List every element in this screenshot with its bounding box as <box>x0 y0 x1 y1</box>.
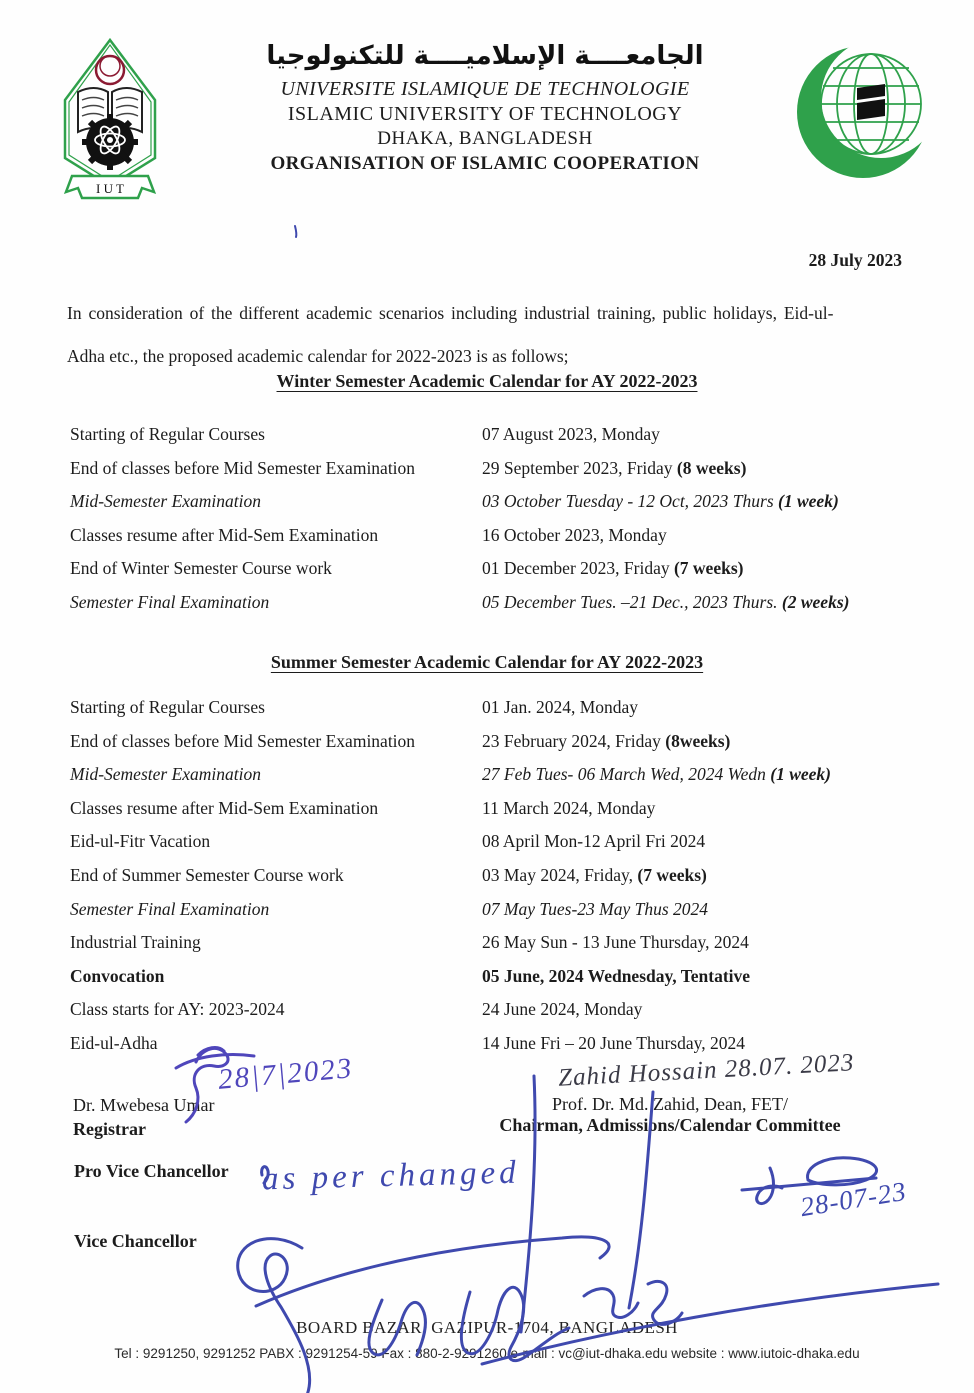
chairman-signature-block <box>455 1094 885 1136</box>
registrar-name: Dr. Mwebesa Umar <box>73 1095 215 1115</box>
table-row: Semester Final Examination 05 December Tues. –21 Dec., 2023 Thurs. (2 weeks) <box>70 591 850 612</box>
intro-line-1: In consideration of the different academic scenarios including industrial training, public holidays, Eid-ul- <box>67 303 834 323</box>
table-row: Classes resume after Mid-Sem Examination 11 March 2024, Monday <box>70 797 656 818</box>
table-row: Mid-Semester Examination 27 Feb Tues- 06 March Wed, 2024 Wedn (1 week) <box>70 764 831 785</box>
table-row: Starting of Regular Courses 07 August 2023, Monday <box>70 424 660 444</box>
svg-text:I U T: I U T <box>96 181 124 196</box>
table-row: End of classes before Mid Semester Examination 29 September 2023, Friday (8 weeks) <box>70 457 747 478</box>
registrar-handwritten-date: 28|7|2023 <box>216 1052 355 1096</box>
table-row: End of Winter Semester Course work 01 December 2023, Friday (7 weeks) <box>70 558 744 579</box>
table-row: Industrial Training 26 May Sun - 13 June Thursday, 2024 <box>70 932 749 953</box>
city-line: DHAKA, BANGLADESH <box>377 128 593 149</box>
table-row: Convocation 05 June, 2024 Wednesday, Tentative <box>70 965 751 986</box>
pro-vice-chancellor-label: Pro Vice Chancellor <box>74 1161 229 1181</box>
chairman-title: Chairman, Admissions/Calendar Committee <box>499 1115 841 1135</box>
intro-line-2: Adha etc., the proposed academic calendar for 2022-2023 is as follows; <box>67 346 569 366</box>
table-row: Starting of Regular Courses 01 Jan. 2024, Monday <box>70 697 639 717</box>
table-row: End of Summer Semester Course work 03 May 2024, Friday, (7 weeks) <box>70 864 707 885</box>
oic-logo-icon <box>793 40 941 195</box>
footer-contacts: Tel : 9291250, 9291252 PABX : 9291254-59 Fax : 880-2-9291260 e-mail : vc@iut-dhaka.edu website : www.iutoic-dhaka.edu <box>114 1346 860 1361</box>
iut-logo-icon <box>58 36 162 209</box>
registrar-title: Registrar <box>73 1119 146 1139</box>
organisation-line: ORGANISATION OF ISLAMIC COOPERATION <box>270 153 700 174</box>
summer-calendar-table <box>70 697 915 1067</box>
winter-section-title: Winter Semester Academic Calendar for AY 2022-2023 <box>276 371 698 391</box>
letterhead <box>170 40 800 176</box>
pro-vice-chancellor-note: as per changed <box>261 1154 521 1198</box>
table-row: Mid-Semester Examination 03 October Tuesday - 12 Oct, 2023 Thurs (1 week) <box>70 491 839 512</box>
chairman-name: Prof. Dr. Md. Zahid, Dean, FET/ <box>552 1094 788 1114</box>
table-row: End of classes before Mid Semester Examination 23 February 2024, Friday (8weeks) <box>70 730 731 751</box>
arabic-title: الجامعــــة الإسلاميــــة للتكنولوجيا <box>266 41 704 71</box>
table-row: Semester Final Examination 07 May Tues-23 May Thus 2024 <box>70 898 709 919</box>
letter-date: 28 July 2023 <box>808 250 902 270</box>
chairman-handwritten-signature: Zahid Hossain 28.07. 2023 <box>557 1049 856 1092</box>
pro-vice-chancellor-date: 28-07-23 <box>798 1175 909 1223</box>
winter-calendar-table <box>70 424 915 626</box>
footer-address: BOARD BAZAR, GAZIPUR-1704, BANGLADESH <box>296 1318 678 1337</box>
table-row: Eid-ul-Fitr Vacation 08 April Mon-12 April Fri 2024 <box>70 831 706 852</box>
table-row: Eid-ul-Adha 14 June Fri – 20 June Thursday, 2024 <box>70 1032 745 1053</box>
table-row: Classes resume after Mid-Sem Examination 16 October 2023, Monday <box>70 524 667 545</box>
table-row: Class starts for AY: 2023-2024 24 June 2024, Monday <box>70 999 643 1020</box>
intro-paragraph <box>67 292 909 378</box>
french-title: UNIVERSITE ISLAMIQUE DE TECHNOLOGIE <box>280 78 690 100</box>
vice-chancellor-label: Vice Chancellor <box>74 1231 197 1251</box>
english-title: ISLAMIC UNIVERSITY OF TECHNOLOGY <box>287 103 683 125</box>
summer-section-title: Summer Semester Academic Calendar for AY 2022-2023 <box>270 652 704 672</box>
